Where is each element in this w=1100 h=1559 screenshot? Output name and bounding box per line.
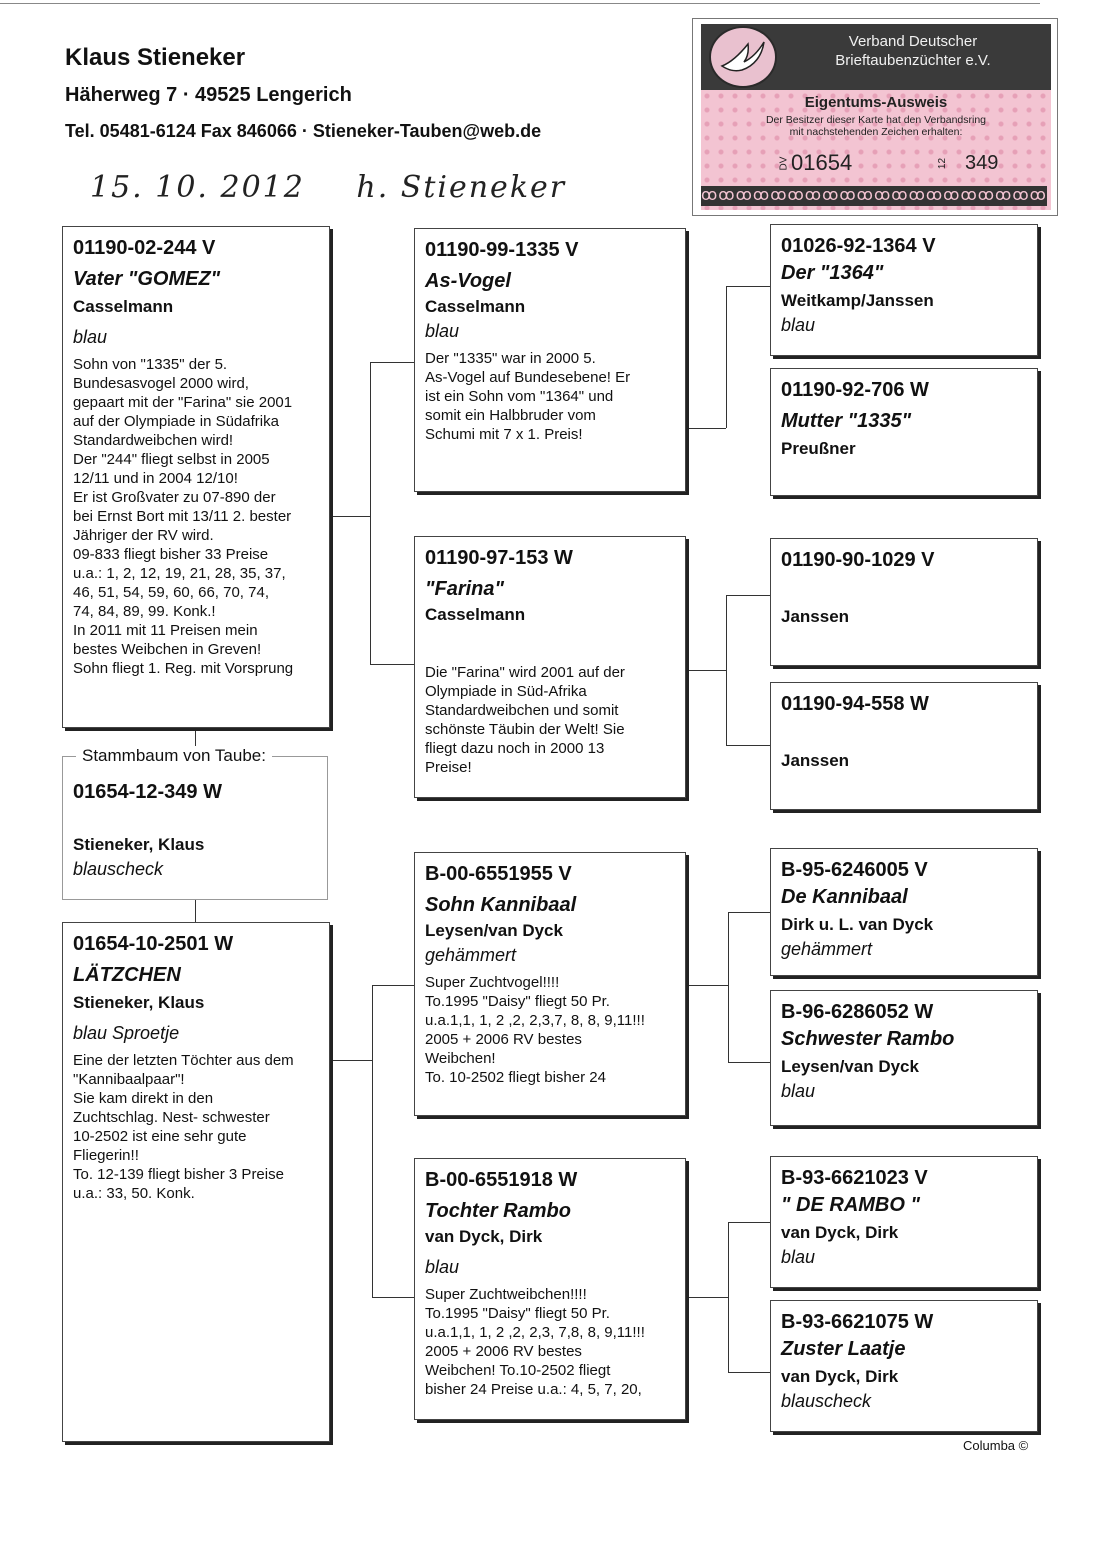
ring-number: 01654-10-2501 W [73,933,234,955]
ring-number: 01654-12-349 W [73,781,222,803]
pigeon-name: Mutter "1335" [781,410,912,432]
connector [728,1372,770,1373]
breeder: Weitkamp/Janssen [781,291,934,310]
pigeon-notes: Super Zuchtweibchen!!!! To.1995 "Daisy" fliegt 50 Pr. u.a.1,1, 1, 2 ,2, 2,3, 7,8, 8, 9,11!!! 2005 + 2006 RV bestes Weibchen! To.10-2502 fliegt bisher 24 Preise u.a.: 4, 5, 7, 20, [425,1286,645,1398]
connector [195,900,196,922]
pigeon-color: blau Sproetje [73,1023,180,1043]
pedigree-box-ggp-4 [770,682,1038,810]
ring-number: B-96-6286052 W [781,1001,934,1023]
pigeon-name: Sohn Kannibaal [425,894,577,916]
pedigree-box-ggp-6 [770,990,1038,1126]
ownership-card [692,18,1058,216]
ring-number: 01190-92-706 W [781,379,929,401]
pedigree-box-paternal-grandfather [414,228,686,492]
pedigree-box-paternal-grandmother [414,536,686,798]
footer-credit: Columba © [963,1438,1029,1453]
connector [726,595,770,596]
pigeon-notes: Sohn von "1335" der 5. Bundesasvogel 2000 wird, gepaart mit der "Farina" sie 2001 auf der Olympiade in Südafrika Standardweibchen wird! Der "244" fliegt selbst in 2005 12/11 und in 2004 12/10! Er ist Großvater zu 07-890 der bei Ernst Bort mit 13/11 2. bester Jähriger der RV wird. 09-833 fliegt bisher 33 Preise u.a.: 1, 2, 12, 19, 21, 28, 35, 37, 46, 51, 54, 59, 60, 66, 70, 74, 74, 84, 89, 99. Konk.! In 2011 mit 11 Preisen mein bestes Weibchen in Greven! Sohn fliegt 1. Reg. mit Vorsprung [73,356,294,677]
ring-number: B-93-6621075 W [781,1311,934,1333]
pigeon-color: blauscheck [781,1391,872,1411]
ring-number: B-93-6621023 V [781,1167,928,1189]
handwritten-signature: h. Stieneker [356,170,567,205]
connector [686,985,728,986]
pedigree-box-ggp-7 [770,1156,1038,1288]
card-body [701,90,1051,210]
connector [726,745,770,746]
breeder: van Dyck, Dirk [781,1367,899,1386]
connector [726,286,770,287]
breeder: Casselmann [425,297,526,316]
pigeon-name: LÄTZCHEN [73,964,181,986]
connector [372,1297,414,1298]
breeder: van Dyck, Dirk [781,1223,899,1242]
connector [728,912,729,1062]
pedigree-box-ggp-2 [770,368,1038,496]
connector [686,428,726,429]
breeder: Stieneker, Klaus [73,835,205,854]
breeder: Janssen [781,607,850,626]
pedigree-box-ggp-3 [770,538,1038,666]
card-dv-label: DV [778,156,790,171]
breeder: van Dyck, Dirk [425,1227,543,1246]
pigeon-color: gehämmert [781,939,873,959]
ring-number: 01190-90-1029 V [781,549,935,571]
pigeon-name: Der "1364" [781,262,884,284]
connector [686,1297,728,1298]
pigeon-name: As-Vogel [425,270,511,292]
pigeon-name: De Kannibaal [781,886,908,908]
pigeon-notes: Eine der letzten Töchter aus dem "Kannibaalpaar"! Sie kam direkt in den Zuchtschlag. Nest- schwester 10-2502 ist eine sehr gute Fliegerin!! To. 12-139 fliegt bisher 3 Preise u.a.: 33, 50. Konk. [73,1052,294,1202]
connector [370,362,371,664]
card-border-pattern: ꝏꝏꝏꝏꝏꝏꝏꝏꝏꝏꝏꝏꝏꝏꝏꝏꝏꝏꝏꝏ [701,187,1047,204]
handwritten-date: 15. 10. 2012 [90,170,305,205]
card-org-line2: Brieftaubenzüchter e.V. [835,52,991,69]
breeder: Leysen/van Dyck [781,1057,919,1076]
owner-header [65,44,541,142]
owner-address: Häherweg 7 · 49525 Lengerich [65,84,352,106]
connector [330,516,370,517]
pigeon-color: blau [781,1081,816,1101]
pigeon-notes: Super Zuchtvogel!!!! To.1995 "Daisy" fliegt 50 Pr. u.a.1,1, 1, 2 ,2, 2,3,7, 8, 8, 9,11!!! 2005 + 2006 RV bestes Weibchen! To. 10-2502 fliegt bisher 24 [425,974,645,1086]
card-org-line1: Verband Deutscher [848,33,978,50]
pigeon-logo-icon [709,26,777,88]
pigeon-name: " DE RAMBO " [781,1194,920,1216]
connector [726,595,727,745]
pigeon-name: Vater "GOMEZ" [73,268,221,290]
card-desc-line1: Der Besitzer dieser Karte hat den Verbandsring [765,114,987,126]
ring-number: B-00-6551918 W [425,1169,578,1191]
ring-number: 01190-02-244 V [73,237,216,259]
breeder: Janssen [781,751,850,770]
pigeon-color: gehämmert [425,945,517,965]
connector [370,362,414,363]
breeder: Stieneker, Klaus [73,993,205,1012]
owner-contact: Tel. 05481-6124 Fax 846066 · Stieneker-Tauben@web.de [65,121,542,141]
card-ring-code: 01654 [791,150,853,175]
card-year: 12 [937,157,949,170]
card-title: Eigentums-Ausweis [804,94,948,111]
pedigree-box-ggp-5 [770,848,1038,976]
connector [728,1222,729,1372]
ring-number: 01190-97-153 W [425,547,573,569]
pigeon-color: blauscheck [73,859,164,879]
pigeon-color: blau [425,1257,460,1277]
breeder: Leysen/van Dyck [425,921,563,940]
pigeon-name: Zuster Laatje [781,1338,906,1360]
connector [370,664,414,665]
pigeon-notes: Der "1335" war in 2000 5. As-Vogel auf Bundesebene! Er ist ein Sohn vom "1364" und somit ein Halbbruder vom Schumi mit 7 x 1. Preis! [425,350,631,443]
pigeon-name: Schwester Rambo [781,1028,955,1050]
connector [728,912,770,913]
top-rule [0,3,1040,4]
ring-number: B-00-6551955 V [425,863,572,885]
pigeon-color: blau [73,327,108,347]
pigeon-name: "Farina" [425,578,504,600]
pedigree-box-ggp-8 [770,1300,1038,1432]
connector [686,670,726,671]
breeder: Casselmann [425,605,526,624]
breeder: Dirk u. L. van Dyck [781,915,934,934]
subject-label: Stammbaum von Taube: [76,746,272,766]
handwritten-note [90,170,606,205]
card-description [741,114,1011,138]
card-desc-line2: mit nachstehenden Zeichen erhalten: [789,126,963,138]
card-header [701,24,1051,90]
ring-number: 01190-94-558 W [781,693,929,715]
pedigree-box-mother [62,922,330,1442]
pigeon-color: blau [781,315,816,335]
breeder: Casselmann [73,297,174,316]
pigeon-color: blau [781,1247,816,1267]
connector [372,985,414,986]
pedigree-box-maternal-grandfather [414,852,686,1116]
connector [330,1060,372,1061]
pedigree-box-ggp-1 [770,224,1038,356]
pigeon-color: blau [425,321,460,341]
connector [728,1062,770,1063]
pigeon-notes: Die "Farina" wird 2001 auf der Olympiade in Süd-Afrika Standardweibchen und somit schönste Täubin der Welt! Sie fliegt dazu noch in 2000 13 Preise! [425,664,625,776]
ring-number: 01190-99-1335 V [425,239,579,261]
connector [728,1222,770,1223]
card-organisation [779,32,1047,70]
pedigree-box-subject [62,756,328,900]
ring-number: B-95-6246005 V [781,859,928,881]
connector [372,985,373,1297]
pedigree-box-maternal-grandmother [414,1158,686,1420]
breeder: Preußner [781,439,856,458]
connector [726,286,727,428]
pigeon-name: Tochter Rambo [425,1200,571,1222]
owner-name: Klaus Stieneker [65,44,246,71]
card-ring-number: 349 [965,152,999,174]
ring-number: 01026-92-1364 V [781,235,936,257]
pedigree-box-father [62,226,330,728]
